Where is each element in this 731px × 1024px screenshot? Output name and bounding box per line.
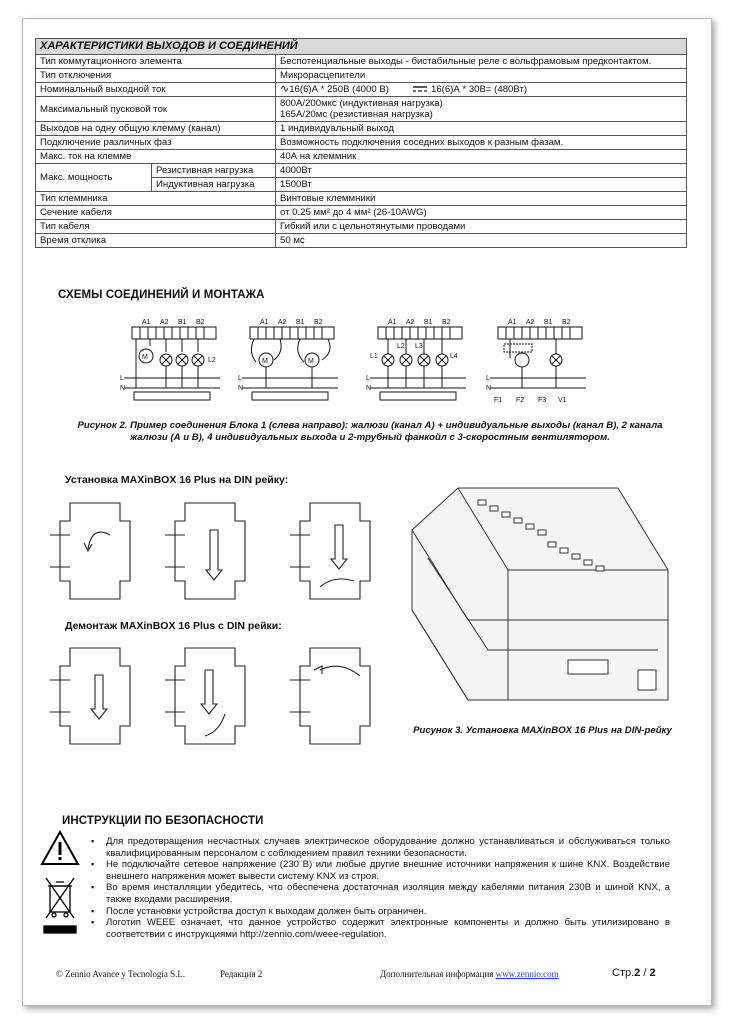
row-label: Время отклика	[36, 234, 276, 248]
l-label: L	[486, 375, 490, 382]
dc-icon	[412, 85, 428, 93]
row-value: Возможность подключения соседних выходов к разным фазам.	[276, 136, 687, 150]
row-value: 1500Вт	[276, 178, 687, 192]
n-label: N	[366, 385, 372, 392]
figure3-caption: Рисунок 3. Установка MAXinBOX 16 Plus на DIN-рейку	[413, 725, 672, 736]
footer-more-info	[380, 969, 559, 979]
row-label: Сечение кабеля	[36, 206, 276, 220]
install-illustrations	[40, 495, 390, 605]
motor-label: M	[308, 358, 314, 365]
row-label: Макс. мощность	[36, 164, 152, 192]
motor-label: M	[142, 354, 148, 361]
terminal-label: A1	[260, 319, 269, 326]
install-step-3	[290, 503, 370, 599]
f3-label: F3	[538, 397, 547, 404]
row-value: 50 мс	[276, 234, 687, 248]
install-step-1	[50, 503, 130, 599]
l4-label: L4	[450, 353, 458, 360]
schemes-title: СХЕМЫ СОЕДИНЕНИЙ И МОНТАЖА	[58, 289, 265, 301]
n-label: N	[120, 385, 126, 392]
terminal-label: A1	[142, 319, 151, 326]
row-value: 4000Вт	[276, 164, 687, 178]
terminal-label: B2	[562, 319, 571, 326]
l-label: L	[366, 375, 370, 382]
page-separator: /	[640, 967, 650, 979]
remove-step-2	[165, 648, 245, 744]
terminal-label: A1	[508, 319, 517, 326]
table-row	[36, 83, 687, 97]
page-current: 2	[634, 967, 641, 979]
device-drawing	[398, 470, 688, 730]
spec-table	[35, 38, 687, 248]
table-row	[36, 192, 687, 206]
motor-label: M	[262, 358, 268, 365]
table-row	[36, 122, 687, 136]
l2-label: L2	[208, 357, 216, 364]
list-item: ▪ Логотип WEEE означает, что данное устройство содержит электронные компоненты и должно быть утилизировано в соответствии с инструкциями http://zennio.com/weee-regulation.	[90, 917, 670, 940]
wiring-diagram-2	[238, 319, 338, 400]
install-title: Установка MAXinBOX 16 Plus на DIN рейку:	[65, 474, 289, 486]
remove-step-1	[50, 648, 130, 744]
row-value-line: 165А/20мс (резистивная нагрузка)	[280, 109, 433, 120]
f1-label: F1	[494, 397, 503, 404]
row-label: Выходов на одну общую клемму (канал)	[36, 122, 276, 136]
remove-title: Демонтаж MAXinBOX 16 Plus с DIN рейки:	[65, 620, 282, 632]
terminal-label: A2	[160, 319, 169, 326]
list-item: ▪ После установки устройства доступ к выходам должен быть ограничен.	[90, 906, 670, 918]
website-link[interactable]: www.zennio.com	[495, 969, 559, 979]
terminal-label: A1	[388, 319, 397, 326]
terminal-label: B1	[544, 319, 553, 326]
safety-title: ИНСТРУКЦИИ ПО БЕЗОПАСНОСТИ	[62, 815, 264, 827]
warning-icon	[42, 832, 78, 864]
terminal-label: B1	[178, 319, 187, 326]
table-row	[36, 136, 687, 150]
remove-step-3	[290, 648, 370, 744]
row-value: 40А на клеммник	[276, 150, 687, 164]
list-item: ▪ Для предотвращения несчастных случаев электрическое оборудование должно устанавливаться и обслуживаться только квалифицированным персоналом с соблюдением правил техники безопасности.	[90, 836, 670, 859]
footer-revision: Редакция 2	[220, 969, 263, 979]
n-label: N	[238, 385, 244, 392]
ac-value: 16(6)А * 250В (4000 В)	[289, 84, 389, 95]
row-label: Тип коммутационного элемента	[36, 55, 276, 69]
safety-list	[90, 836, 670, 940]
row-value: Микрорасцепители	[276, 69, 687, 83]
spec-title: ХАРАКТЕРИСТИКИ ВЫХОДОВ И СОЕДИНЕНИЙ	[36, 39, 687, 55]
v1-label: V1	[558, 397, 567, 404]
figure2-caption: Рисунок 2. Пример соединения Блока 1 (слева направо): жалюзи (канал А) + индивидуальные выходы (канал В), 2 канала жалюзи (А и В), 4 индивидуальных выхода и 2-трубный фанкойл с 3-скоростным вентилятором.	[77, 420, 663, 443]
l2-label: L2	[397, 343, 405, 350]
terminal-label: A2	[406, 319, 415, 326]
row-label: Максимальный пусковой ток	[36, 97, 276, 122]
l1-label: L1	[370, 353, 378, 360]
list-item: ▪ Не подключайте сетевое напряжение (230 В) или любые другие внешние источники напряжения к шине KNX. Воздействие внешнего напряжения может вывести систему KNX из строя.	[90, 859, 670, 882]
row-label: Тип кабеля	[36, 220, 276, 234]
weee-icon	[44, 878, 76, 933]
table-row	[36, 55, 687, 69]
f2-label: F2	[516, 397, 525, 404]
page-total: 2	[649, 967, 656, 979]
remove-illustrations	[40, 640, 390, 750]
l-label: L	[238, 375, 242, 382]
wiring-diagrams	[120, 312, 590, 408]
l-label: L	[120, 375, 124, 382]
row-value: от 0.25 мм² до 4 мм² (26-10AWG)	[276, 206, 687, 220]
wiring-diagram-3	[366, 319, 466, 400]
install-step-2	[165, 503, 245, 599]
ac-icon: ∿	[280, 83, 290, 95]
terminal-label: B2	[314, 319, 323, 326]
row-label: Номинальный выходной ток	[36, 83, 276, 97]
terminal-label: A2	[526, 319, 535, 326]
row-value-line: 800А/200мкс (индуктивная нагрузка)	[280, 98, 443, 109]
dc-value: 16(6)А * 30В= (480Вт)	[430, 84, 528, 95]
row-value	[276, 83, 687, 97]
row-label: Тип отключения	[36, 69, 276, 83]
more-info-label: Дополнительная информация	[380, 969, 494, 979]
page-prefix: Стр.	[612, 967, 635, 979]
row-label: Макс. ток на клемме	[36, 150, 276, 164]
safety-icons	[40, 830, 80, 942]
n-label: N	[486, 385, 492, 392]
row-sublabel: Индуктивная нагрузка	[152, 178, 276, 192]
table-row	[36, 206, 687, 220]
page-number	[612, 967, 656, 979]
table-row	[36, 97, 687, 122]
row-value	[276, 97, 687, 122]
footer-company: © Zennio Avance y Tecnología S.L.	[56, 969, 186, 979]
table-row	[36, 234, 687, 248]
table-row	[36, 220, 687, 234]
list-item: ▪ Во время инсталляции убедитесь, что обеспечена достаточная изоляция между кабелями питания 230В и шиной KNX, а также входами расширения.	[90, 882, 670, 905]
row-value: 1 индивидуальный выход	[276, 122, 687, 136]
row-value: Беспотенциальные выходы - бистабильные реле с вольфрамовым предконтактом.	[276, 55, 687, 69]
terminal-label: B2	[196, 319, 205, 326]
wiring-diagram-1	[120, 319, 220, 400]
row-value: Винтовые клеммники	[276, 192, 687, 206]
row-sublabel: Резистивная нагрузка	[152, 164, 276, 178]
terminal-label: A2	[278, 319, 287, 326]
table-row	[36, 69, 687, 83]
row-value: Гибкий или с цельнотянутыми проводами	[276, 220, 687, 234]
terminal-label: B1	[424, 319, 433, 326]
table-row	[36, 164, 687, 178]
l3-label: L3	[415, 343, 423, 350]
terminal-label: B2	[442, 319, 451, 326]
table-row	[36, 150, 687, 164]
terminal-label: B1	[296, 319, 305, 326]
row-label: Тип клеммника	[36, 192, 276, 206]
wiring-diagram-4	[486, 319, 586, 404]
row-label: Подключение различных фаз	[36, 136, 276, 150]
